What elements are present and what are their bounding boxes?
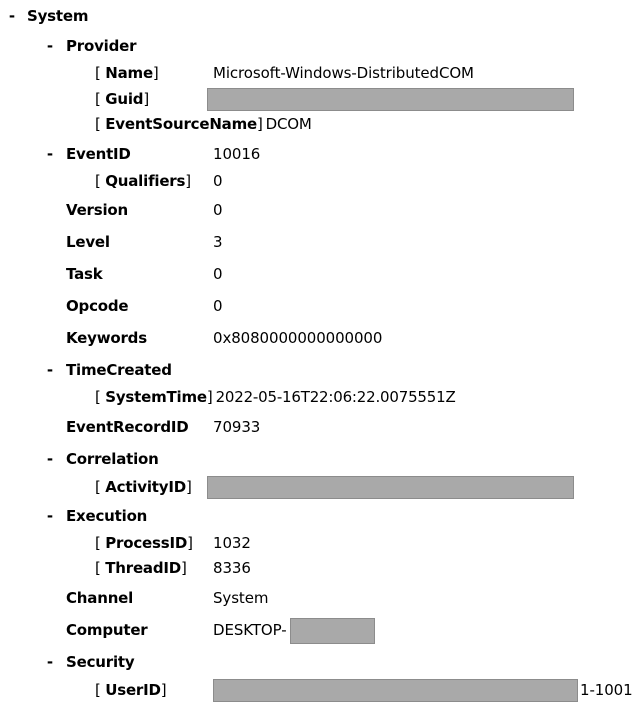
- attr-close-bracket: ]: [187, 534, 193, 552]
- attr-value-userid-suffix: 1-1001: [580, 681, 633, 699]
- attr-label-eventsourcename: [95, 114, 312, 134]
- redaction-guid: [207, 88, 574, 111]
- attr-label-activityid: [95, 477, 192, 497]
- collapse-toggle-system[interactable]: -: [8, 7, 16, 25]
- collapse-toggle-security[interactable]: -: [46, 653, 54, 671]
- attr-open-bracket: [: [95, 115, 106, 133]
- attr-value-processid: 1032: [213, 534, 251, 552]
- collapse-toggle-provider[interactable]: -: [46, 37, 54, 55]
- attr-open-bracket: [: [95, 64, 106, 82]
- attr-name-userid: UserID: [105, 681, 161, 699]
- attr-value-qualifiers: 0: [213, 172, 223, 190]
- redaction-computer: [290, 618, 375, 644]
- attr-open-bracket: [: [95, 681, 106, 699]
- attr-name-guid: Guid: [105, 90, 144, 108]
- attr-close-bracket: ]: [185, 172, 191, 190]
- attr-open-bracket: [: [95, 534, 106, 552]
- node-label-version: Version: [66, 201, 129, 219]
- node-value-keywords: 0x8080000000000000: [213, 329, 383, 347]
- attr-value-eventsourcename: DCOM: [265, 115, 312, 133]
- attr-open-bracket: [: [95, 559, 106, 577]
- node-value-eventrecordid: 70933: [213, 418, 261, 436]
- attr-close-bracket: ]: [206, 388, 213, 406]
- collapse-toggle-correlation[interactable]: -: [46, 450, 54, 468]
- node-label-provider: Provider: [66, 37, 137, 55]
- attr-close-bracket: ]: [152, 64, 159, 82]
- attr-name-threadid: ThreadID: [105, 559, 182, 577]
- attr-open-bracket: [: [95, 388, 106, 406]
- attr-name-name: Name: [105, 64, 153, 82]
- node-value-channel: System: [213, 589, 269, 607]
- node-label-keywords: Keywords: [66, 329, 147, 347]
- attr-value-threadid: 8336: [213, 559, 251, 577]
- node-label-timecreated: TimeCreated: [66, 361, 172, 379]
- node-label-channel: Channel: [66, 589, 134, 607]
- collapse-toggle-timecreated[interactable]: -: [46, 361, 54, 379]
- attr-value-systemtime: 2022-05-16T22:06:22.0075551Z: [215, 388, 456, 406]
- node-value-level: 3: [213, 233, 223, 251]
- node-label-level: Level: [66, 233, 110, 251]
- node-label-opcode: Opcode: [66, 297, 129, 315]
- redaction-userid: [213, 679, 578, 702]
- node-label-eventrecordid: EventRecordID: [66, 418, 189, 436]
- node-value-task: 0: [213, 265, 223, 283]
- attr-open-bracket: [: [95, 478, 106, 496]
- attr-close-bracket: ]: [143, 90, 149, 108]
- attr-name-systemtime: SystemTime: [105, 388, 207, 406]
- node-value-computer: DESKTOP-: [213, 621, 287, 639]
- node-label-correlation: Correlation: [66, 450, 159, 468]
- node-label-execution: Execution: [66, 507, 148, 525]
- attr-open-bracket: [: [95, 90, 106, 108]
- node-label-eventid: EventID: [66, 145, 131, 163]
- node-value-version: 0: [213, 201, 223, 219]
- attr-label-threadid: [95, 558, 187, 578]
- attr-close-bracket: ]: [257, 115, 263, 133]
- attr-name-qualifiers: Qualifiers: [105, 172, 186, 190]
- attr-label-systemtime: [95, 387, 456, 407]
- node-value-opcode: 0: [213, 297, 223, 315]
- attr-close-bracket: ]: [160, 681, 167, 699]
- node-value-eventid: 10016: [213, 145, 261, 163]
- attr-close-bracket: ]: [181, 559, 187, 577]
- node-label-task: Task: [66, 265, 103, 283]
- redaction-activityid: [207, 476, 574, 499]
- collapse-toggle-eventid[interactable]: -: [46, 145, 54, 163]
- attr-label-qualifiers: [95, 171, 191, 191]
- collapse-toggle-execution[interactable]: -: [46, 507, 54, 525]
- attr-name-processid: ProcessID: [105, 534, 188, 552]
- node-label-security: Security: [66, 653, 135, 671]
- attr-name-activityid: ActivityID: [105, 478, 186, 496]
- attr-label-guid: [95, 89, 149, 109]
- attr-close-bracket: ]: [185, 478, 192, 496]
- attr-label-processid: [95, 533, 193, 553]
- node-label-system: System: [27, 7, 89, 25]
- attr-label-userid: [95, 680, 166, 700]
- attr-name-eventsourcename: EventSourceName: [105, 115, 258, 133]
- attr-open-bracket: [: [95, 172, 106, 190]
- attr-label-name: [95, 63, 159, 83]
- node-label-computer: Computer: [66, 621, 148, 639]
- attr-value-name: Microsoft-Windows-DistributedCOM: [213, 64, 474, 82]
